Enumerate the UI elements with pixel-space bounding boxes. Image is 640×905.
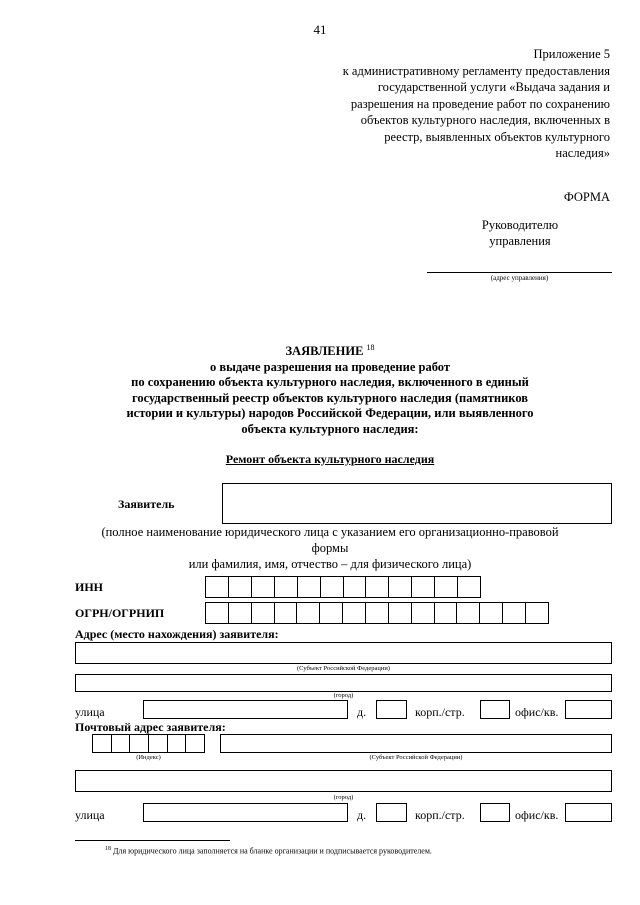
digit-cell[interactable] [435,577,458,597]
digit-cell[interactable] [206,577,229,597]
footnote-text: Для юридического лица заполняется на бланке организации и подписывается руководителем. [113,846,432,856]
postal-subject-field[interactable] [220,734,612,753]
work-type-subheading: Ремонт объекта культурного наследия [225,452,435,466]
postal-index-caption: (Индекс) [136,754,161,761]
digit-cell[interactable] [389,577,412,597]
digit-cell[interactable] [458,577,480,597]
address-section-label: Адрес (место нахождения) заявителя: [75,627,279,641]
digit-cell[interactable] [366,577,389,597]
appendix-line: реестр, выявленных объектов культурного [384,129,610,144]
appendix-line: к административному регламенту предоставления [342,63,610,78]
address-city-field[interactable] [75,674,612,692]
heading-line: объекта культурного наследия: [241,421,419,436]
postal-city-caption: (город) [333,794,354,801]
street-label: улица [75,808,105,822]
digit-cell[interactable] [344,577,367,597]
address-street-field[interactable] [143,700,348,719]
heading-line: по сохранению объекта культурного наследия, включенного в единый [131,375,529,390]
digit-cell[interactable] [112,735,131,752]
digit-cell[interactable] [229,577,252,597]
postal-subject-caption: (Субъект Российской Федерации) [369,754,463,761]
address-subject-field[interactable] [75,642,612,664]
footnote [105,846,432,856]
digit-cell[interactable] [297,603,320,623]
address-building-field[interactable] [480,700,510,719]
heading-line: государственный реестр объектов культурного наследия (памятников [131,390,529,405]
postal-house-field[interactable] [376,803,407,822]
postal-city-field[interactable] [75,770,612,792]
footnote-divider [75,840,230,841]
footnote-mark: 18 [105,846,111,852]
appendix-line: объектов культурного наследия, включенных в [360,113,610,127]
recipient-line: Руководителю [481,218,559,232]
postal-building-field[interactable] [480,803,510,822]
appendix-line: наследия» [555,146,610,160]
digit-cell[interactable] [298,577,321,597]
address-subject-caption: (Субъект Российской Федерации) [297,665,390,672]
inn-label: ИНН [75,580,104,594]
digit-cell[interactable] [321,577,344,597]
digit-cell[interactable] [130,735,149,752]
heading-title: ЗАЯВЛЕНИЕ [285,344,364,359]
digit-cell[interactable] [275,603,298,623]
street-label: улица [75,705,105,719]
digit-cell[interactable] [149,735,168,752]
house-label: д. [357,705,367,719]
digit-cell[interactable] [480,603,503,623]
applicant-name-field[interactable] [222,483,612,524]
address-house-field[interactable] [376,700,407,719]
digit-cell[interactable] [366,603,389,623]
digit-cell[interactable] [206,603,229,623]
document-heading [60,340,600,437]
recipient-block [460,217,580,249]
digit-cell[interactable] [343,603,366,623]
heading-footnote-mark: 18 [366,343,375,352]
heading-line: о выдаче разрешения на проведение работ [209,359,451,374]
office-label: офис/кв. [515,808,559,822]
postal-section-label: Почтовый адрес заявителя: [75,720,226,734]
applicant-note-line: формы [311,541,349,555]
appendix-block [280,46,610,162]
recipient-address-caption: (адрес управления) [490,274,549,282]
applicant-note-line: (полное наименование юридического лица с указанием его организационно-правовой [101,525,559,539]
digit-cell[interactable] [275,577,298,597]
digit-cell[interactable] [503,603,526,623]
digit-cell[interactable] [457,603,480,623]
digit-cell[interactable] [168,735,187,752]
digit-cell[interactable] [186,735,204,752]
digit-cell[interactable] [252,577,275,597]
address-office-field[interactable] [565,700,612,719]
appendix-line: разрешения на проведение работ по сохранению [350,96,610,111]
postal-street-field[interactable] [143,803,348,822]
building-label: корп./стр. [415,808,465,822]
ogrn-input[interactable] [205,602,549,624]
applicant-note [70,524,590,572]
recipient-line: управления [489,234,551,248]
appendix-line: государственной услуги «Выдача задания и [377,80,610,94]
inn-input[interactable] [205,576,481,598]
digit-cell[interactable] [93,735,112,752]
digit-cell[interactable] [252,603,275,623]
digit-cell[interactable] [412,603,435,623]
applicant-label: Заявитель [118,497,175,511]
ogrn-label: ОГРН/ОГРНИП [75,606,165,620]
building-label: корп./стр. [415,705,465,719]
forma-label: ФОРМА [563,190,610,204]
applicant-note-line: или фамилия, имя, отчество – для физического лица) [188,557,472,571]
postal-index-input[interactable] [92,734,205,753]
office-label: офис/кв. [515,705,559,719]
appendix-title: Приложение 5 [533,47,610,61]
digit-cell[interactable] [435,603,458,623]
page-number: 41 [313,22,327,37]
digit-cell[interactable] [229,603,252,623]
digit-cell[interactable] [389,603,412,623]
house-label: д. [357,808,367,822]
heading-line: истории и культуры) народов Российской Федерации, или выявленного [126,406,534,421]
recipient-address-line[interactable] [427,272,612,273]
digit-cell[interactable] [526,603,548,623]
digit-cell[interactable] [412,577,435,597]
address-city-caption: (город) [333,692,354,699]
postal-office-field[interactable] [565,803,612,822]
digit-cell[interactable] [320,603,343,623]
